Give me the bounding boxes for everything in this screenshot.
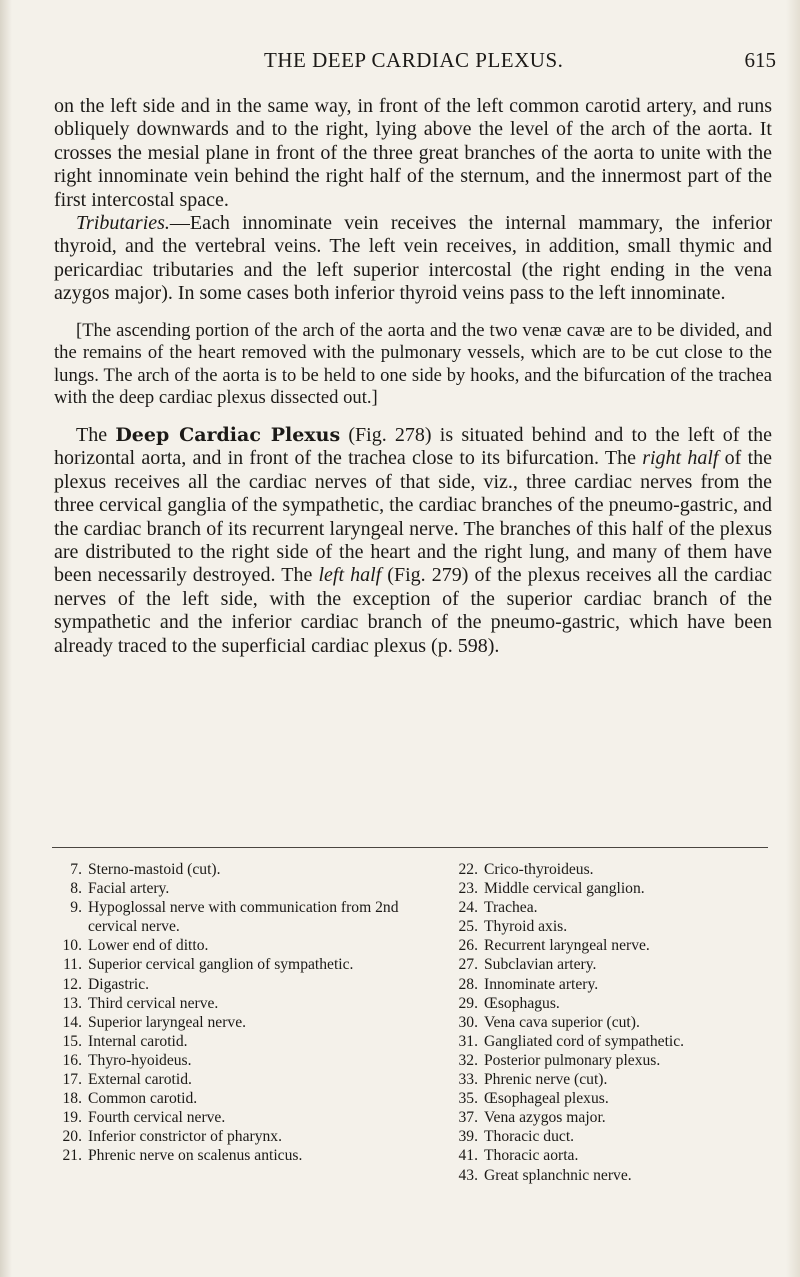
legend-item [50, 1127, 400, 1146]
legend-item [446, 898, 776, 917]
legend-item [50, 1089, 400, 1108]
running-header [36, 44, 786, 80]
legend-number: 37. [458, 1109, 478, 1127]
left-half-emphasis: left half [318, 564, 382, 587]
legend-item [446, 975, 776, 994]
legend-label: Thyro-hyoideus. [88, 1051, 192, 1069]
legend-label: Vena cava superior (cut). [484, 1013, 640, 1031]
legend-item [50, 879, 400, 898]
legend-number: 19. [62, 1109, 82, 1127]
legend-label: Lower end of ditto. [88, 937, 209, 955]
dissection-note: [The ascending portion of the arch of the aorta and the two venæ cavæ are to be divided, and the remains of the heart removed with the pulmonary vessels, which are to be cut close to the lungs. The arch of the aorta is to be held to one side by hooks, and the bifurcation of the trachea with the deep cardiac plexus dissected out.] [54, 319, 772, 409]
legend-item [446, 1032, 776, 1051]
legend-item [50, 994, 400, 1013]
legend-number: 18. [62, 1090, 82, 1108]
legend-item [50, 1013, 400, 1032]
legend-label: Facial artery. [88, 880, 170, 898]
legend-label: Internal carotid. [88, 1032, 188, 1050]
legend-number: 8. [70, 880, 82, 898]
plexus-heading: Deep Cardiac Plexus [115, 424, 341, 447]
legend-number: 26. [458, 937, 478, 955]
legend-label: Trachea. [484, 899, 538, 917]
figure-legend-divider [52, 847, 768, 848]
legend-item [50, 1070, 400, 1089]
legend-item [50, 975, 400, 994]
legend-label: Phrenic nerve (cut). [484, 1071, 608, 1089]
legend-number: 12. [62, 975, 82, 993]
legend-item [50, 1051, 400, 1070]
legend-number: 32. [458, 1051, 478, 1069]
legend-number: 14. [62, 1013, 82, 1031]
legend-number: 15. [62, 1032, 82, 1050]
legend-item [50, 936, 400, 955]
legend-item [446, 860, 776, 879]
legend-label: Sterno-mastoid (cut). [88, 861, 221, 878]
legend-number: 39. [458, 1128, 478, 1146]
page-gutter-shadow [0, 0, 12, 1277]
legend-label: Superior cervical ganglion of sympathetic. [88, 956, 354, 974]
legend-number: 13. [62, 994, 82, 1012]
legend-label: Common carotid. [88, 1090, 198, 1108]
legend-item [446, 936, 776, 955]
legend-number: 22. [458, 861, 478, 878]
legend-item [446, 1089, 776, 1108]
legend-number: 41. [458, 1147, 478, 1165]
paragraph-continuation: on the left side and in the same way, in front of the left common carotid artery, and runs obliquely downwards and to the right, lying above the level of the arch of the aorta. It crosses the mesial plane in front of the three great branches of the aorta to unite with the right innominate vein behind the right half of the sternum, and the innermost part of the first intercostal space. [54, 95, 772, 211]
legend-item [446, 1166, 776, 1185]
legend-label: External carotid. [88, 1071, 192, 1089]
legend-label: Crico-thyroideus. [484, 861, 594, 878]
legend-item [50, 1146, 400, 1165]
legend-item [446, 1051, 776, 1070]
tributaries-heading: Tributaries. [76, 212, 170, 235]
legend-number: 33. [458, 1071, 478, 1089]
paragraph-tributaries [54, 212, 772, 306]
legend-label: Hypoglossal nerve with communication from 2nd cervical nerve. [88, 899, 399, 936]
legend-label: Inferior constrictor of pharynx. [88, 1128, 282, 1146]
legend-number: 23. [458, 880, 478, 898]
legend-label: Thoracic duct. [484, 1128, 575, 1146]
legend-number: 31. [458, 1032, 478, 1050]
legend-number: 27. [458, 956, 478, 974]
right-half-emphasis: right half [642, 447, 719, 470]
running-title: THE DEEP CARDIAC PLEXUS. [264, 48, 564, 72]
legend-item [446, 1146, 776, 1165]
page-edge-shadow [786, 0, 800, 1277]
plexus-text-b: (Fig. 278) is situated behind and to the left of the horizontal aorta, and in front of the trachea close to its bifurcation. The [54, 424, 773, 470]
legend-item [50, 955, 400, 974]
legend-item [50, 1108, 400, 1127]
legend-label: Innominate artery. [484, 975, 599, 993]
legend-label: Digastric. [88, 975, 150, 993]
legend-label: Middle cervical ganglion. [484, 880, 645, 898]
legend-number: 35. [458, 1090, 478, 1108]
legend-number: 21. [62, 1147, 82, 1165]
legend-number: 17. [62, 1071, 82, 1089]
plexus-text-c: of the plexus receives all the cardiac nerves of that side, viz., three cardiac nerves from the three cervical ganglia of the sympathetic, the cardiac branches of the pneumo-gastric, and the cardiac branch of its recurrent laryngeal nerve. The branches of this half of the plexus are distributed to the right side of the heart and the right lung, and many of them have been necessarily destroyed. The [54, 447, 773, 587]
main-text [54, 95, 772, 658]
legend-label: Superior laryngeal nerve. [88, 1013, 247, 1031]
legend-number: 11. [63, 956, 82, 974]
legend-number: 28. [458, 975, 478, 993]
legend-item [446, 1013, 776, 1032]
legend-number: 24. [458, 899, 478, 917]
legend-label: Third cervical nerve. [88, 994, 219, 1012]
legend-item [446, 1070, 776, 1089]
legend-label: Vena azygos major. [484, 1109, 606, 1127]
legend-number: 16. [62, 1051, 82, 1069]
legend-label: Gangliated cord of sympathetic. [484, 1032, 685, 1050]
plexus-text-d: (Fig. 279) of the plexus receives all the cardiac nerves of the left side, with the exception of the superior cardiac branch of the sympathetic and the inferior cardiac branch of the pneumo-gastric, which have been already traced to the superficial cardiac plexus (p. 598). [54, 564, 772, 657]
legend-number: 9. [70, 899, 82, 917]
legend-item [50, 898, 400, 936]
figure-legend-left-column [50, 860, 400, 1166]
tributaries-text: —Each innominate vein receives the internal mammary, the inferior thyroid, and the vertebral veins. The left vein receives, in addition, small thymic and pericardiac tributaries and the left superior intercostal (the right ending in the vena azygos major). In some cases both inferior thyroid veins pass to the left innominate. [54, 212, 772, 305]
legend-label: Œsophageal plexus. [484, 1090, 609, 1108]
legend-number: 43. [458, 1166, 478, 1184]
legend-label: Phrenic nerve on scalenus anticus. [88, 1147, 303, 1165]
legend-number: 10. [62, 937, 82, 955]
legend-label: Recurrent laryngeal nerve. [484, 937, 650, 955]
legend-label: Œsophagus. [484, 994, 560, 1012]
legend-number: 20. [62, 1128, 82, 1146]
legend-label: Fourth cervical nerve. [88, 1109, 226, 1127]
legend-label: Posterior pulmonary plexus. [484, 1051, 661, 1069]
figure-legend-right-column [446, 860, 776, 1185]
page-number: 615 [744, 48, 776, 72]
paragraph-deep-cardiac-plexus [54, 424, 772, 658]
legend-number: 29. [458, 994, 478, 1012]
plexus-text-a: The [76, 424, 116, 447]
legend-item [446, 917, 776, 936]
legend-item [50, 860, 400, 879]
legend-item [446, 1127, 776, 1146]
legend-item [446, 1108, 776, 1127]
legend-item [446, 955, 776, 974]
legend-number: 7. [70, 861, 82, 878]
legend-label: Thyroid axis. [484, 918, 568, 936]
legend-item [446, 879, 776, 898]
legend-number: 25. [458, 918, 478, 936]
legend-number: 30. [458, 1013, 478, 1031]
legend-label: Thoracic aorta. [484, 1147, 579, 1165]
legend-label: Subclavian artery. [484, 956, 597, 974]
legend-label: Great splanchnic nerve. [484, 1166, 632, 1184]
legend-item [50, 1032, 400, 1051]
legend-item [446, 994, 776, 1013]
